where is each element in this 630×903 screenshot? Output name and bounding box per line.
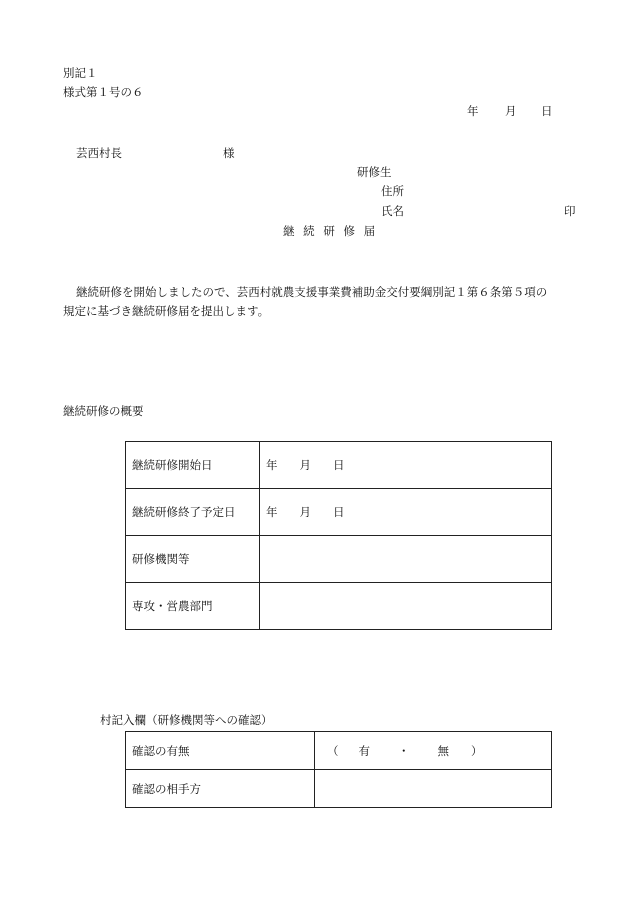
title-char: 修 [343, 224, 355, 238]
year-unit: 年 [266, 458, 278, 472]
major-label: 専攻・営農部門 [126, 583, 260, 630]
end-date-label: 継続研修終了予定日 [126, 489, 260, 536]
date-day-label: 日 [541, 104, 553, 118]
table-row [126, 583, 552, 630]
form-number: 様式第１号の６ [63, 85, 144, 99]
date-year-label: 年 [467, 104, 479, 118]
day-unit: 日 [333, 505, 345, 519]
applicant-role: 研修生 [357, 165, 392, 179]
table-row [126, 442, 552, 489]
document-title [283, 226, 375, 238]
day-unit: 日 [333, 458, 345, 472]
month-unit: 月 [299, 458, 311, 472]
start-date-label: 継続研修開始日 [126, 442, 260, 489]
year-unit: 年 [266, 505, 278, 519]
village-table [125, 731, 552, 808]
addressee-honorific: 様 [223, 146, 235, 160]
start-date-field[interactable] [260, 442, 552, 489]
table-row [126, 489, 552, 536]
choice-no[interactable]: 無 [437, 743, 449, 758]
counterpart-field[interactable] [315, 770, 552, 808]
paren-open: （ [327, 743, 339, 758]
end-date-field[interactable] [260, 489, 552, 536]
addressee-name: 芸西村長 [76, 146, 122, 160]
confirmation-label: 確認の有無 [126, 732, 315, 770]
summary-heading: 継続研修の概要 [63, 404, 144, 418]
major-field[interactable] [260, 583, 552, 630]
counterpart-label: 確認の相手方 [126, 770, 315, 808]
confirmation-choice[interactable] [315, 732, 552, 770]
choice-separator: ・ [398, 743, 410, 758]
month-unit: 月 [299, 505, 311, 519]
seal-mark: 印 [564, 204, 576, 218]
form-reference: 別記１ [63, 66, 98, 80]
title-char: 続 [303, 224, 315, 238]
body-line-2: 規定に基づき継続研修届を提出します。 [63, 304, 270, 318]
title-char: 継 [283, 224, 295, 238]
institution-label: 研修機関等 [126, 536, 260, 583]
choice-yes[interactable]: 有 [358, 743, 370, 758]
table-row [126, 732, 552, 770]
title-char: 届 [363, 224, 376, 238]
title-char: 研 [323, 224, 335, 238]
name-label: 氏名 [381, 204, 404, 218]
village-heading: 村記入欄（研修機関等への確認） [100, 713, 273, 727]
table-row [126, 770, 552, 808]
paren-close: ） [471, 743, 483, 758]
body-line-1: 継続研修を開始しましたので、芸西村就農支援事業費補助金交付要綱別記１第６条第５項の [76, 285, 548, 299]
institution-field[interactable] [260, 536, 552, 583]
table-row [126, 536, 552, 583]
address-label: 住所 [381, 184, 404, 198]
date-month-label: 月 [505, 104, 517, 118]
summary-table [125, 441, 552, 630]
